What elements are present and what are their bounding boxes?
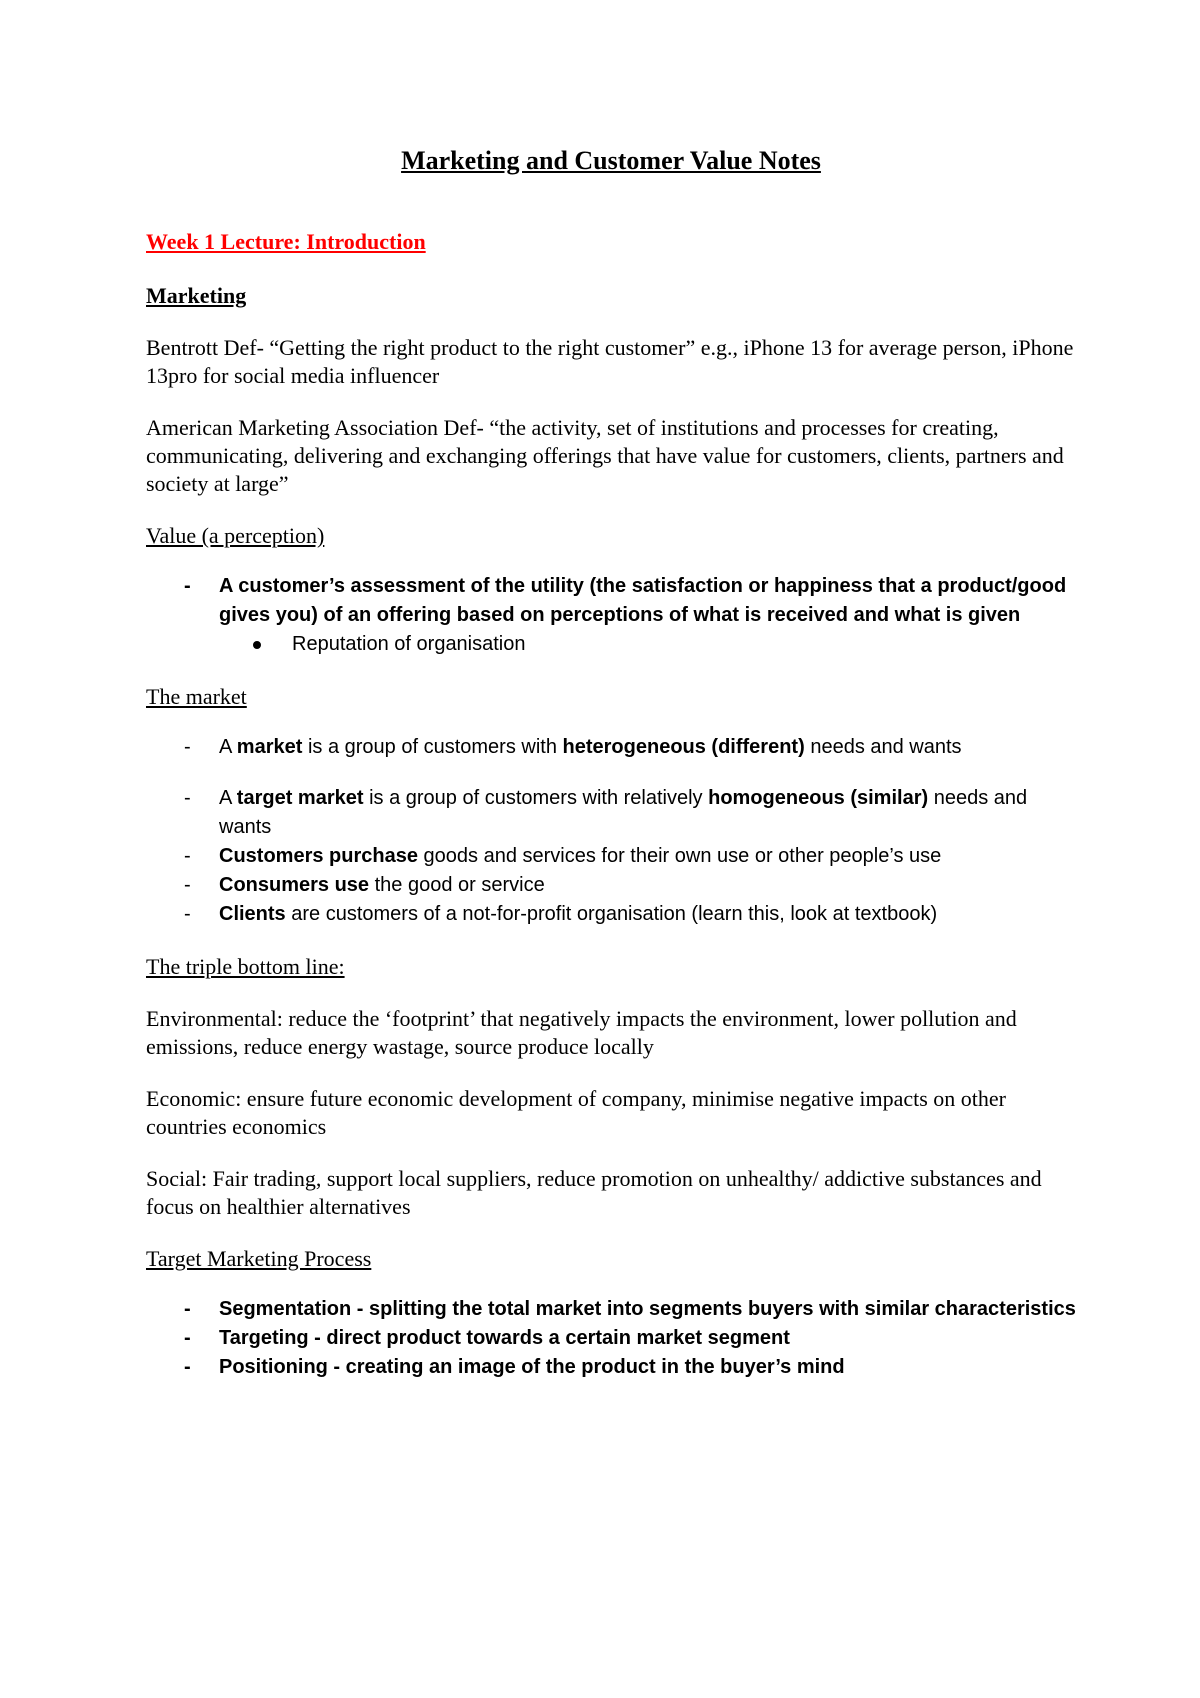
- text-run: is a group of customers with: [302, 736, 563, 758]
- process-item-text: Positioning - creating an image of the product in the buyer’s mind: [219, 1356, 845, 1378]
- ama-definition: American Marketing Association Def- “the activity, set of institutions and processes for creating, communicating, delivering and exchanging offerings that have value for customers, clients, partners and society at large”: [146, 415, 1064, 496]
- text-run-bold: Customers purchase: [219, 845, 418, 867]
- text-run-bold: Consumers use: [219, 874, 370, 896]
- value-sub-item: [146, 630, 1076, 659]
- marketing-heading: Marketing: [146, 283, 247, 308]
- dash-marker: -: [184, 845, 191, 867]
- process-item-text: Targeting - direct product towards a certain market segment: [219, 1327, 790, 1349]
- economic-paragraph: Economic: ensure future economic development of company, minimise negative impacts on other countries economics: [146, 1086, 1006, 1139]
- list-item: [146, 871, 1076, 900]
- week-heading: Week 1 Lecture: Introduction: [146, 229, 426, 254]
- list-item: [146, 572, 1076, 630]
- market-heading: The market: [146, 684, 247, 709]
- dash-marker: -: [184, 575, 191, 597]
- dash-marker: -: [184, 1356, 191, 1378]
- list-item: [146, 900, 1076, 929]
- dash-marker: -: [184, 1298, 191, 1320]
- dash-marker: -: [184, 787, 191, 809]
- dash-marker: -: [184, 874, 191, 896]
- value-list: [146, 572, 1076, 630]
- target-process-list: [146, 1295, 1076, 1382]
- value-heading: Value (a perception): [146, 523, 325, 548]
- process-item-text: Segmentation - splitting the total market into segments buyers with similar characteristics: [219, 1298, 1076, 1320]
- text-run: are customers of a not-for-profit organisation (learn this, look at textbook): [285, 903, 938, 925]
- document-title: Marketing and Customer Value Notes: [401, 146, 821, 175]
- dash-marker: -: [184, 1327, 191, 1349]
- list-item: [146, 1295, 1076, 1324]
- document-content: [146, 146, 1076, 1382]
- text-run: A: [219, 787, 237, 809]
- text-run: A: [219, 736, 237, 758]
- social-paragraph: Social: Fair trading, support local suppliers, reduce promotion on unhealthy/ addictive substances and focus on healthier alternatives: [146, 1166, 1042, 1219]
- list-item: [146, 733, 1076, 762]
- text-run: needs and wants: [804, 736, 962, 758]
- text-run: the good or service: [369, 874, 545, 896]
- text-run: is a group of customers with relatively: [363, 787, 709, 809]
- list-item: [146, 1324, 1076, 1353]
- bullet-dot-icon: [253, 641, 261, 649]
- text-run-bold: homogeneous (similar): [708, 787, 929, 809]
- value-item-text: A customer’s assessment of the utility (the satisfaction or happiness that a product/good gives you) of an offering based on perceptions of what is received and what is given: [219, 575, 1067, 626]
- text-run-bold: target market: [236, 787, 364, 809]
- dash-marker: -: [184, 903, 191, 925]
- text-run: goods and services for their own use or other people’s use: [417, 845, 942, 867]
- triple-bottom-line-heading: The triple bottom line:: [146, 954, 345, 979]
- dash-marker: -: [184, 736, 191, 758]
- list-item: [146, 1353, 1076, 1382]
- text-run-bold: heterogeneous (different): [562, 736, 805, 758]
- text-run: needs and wants: [219, 787, 1028, 838]
- market-list: [146, 733, 1076, 929]
- target-marketing-heading: Target Marketing Process: [146, 1246, 372, 1271]
- text-run-bold: market: [236, 736, 303, 758]
- list-item: [146, 842, 1076, 871]
- environmental-paragraph: Environmental: reduce the ‘footprint’ that negatively impacts the environment, lower pollution and emissions, reduce energy wastage, source produce locally: [146, 1006, 1017, 1059]
- bentrott-definition: Bentrott Def- “Getting the right product to the right customer” e.g., iPhone 13 for average person, iPhone 13pro for social media influencer: [146, 335, 1074, 388]
- text-run-bold: Clients: [219, 903, 286, 925]
- list-item: [146, 784, 1076, 842]
- value-sub-item-text: Reputation of organisation: [292, 633, 526, 655]
